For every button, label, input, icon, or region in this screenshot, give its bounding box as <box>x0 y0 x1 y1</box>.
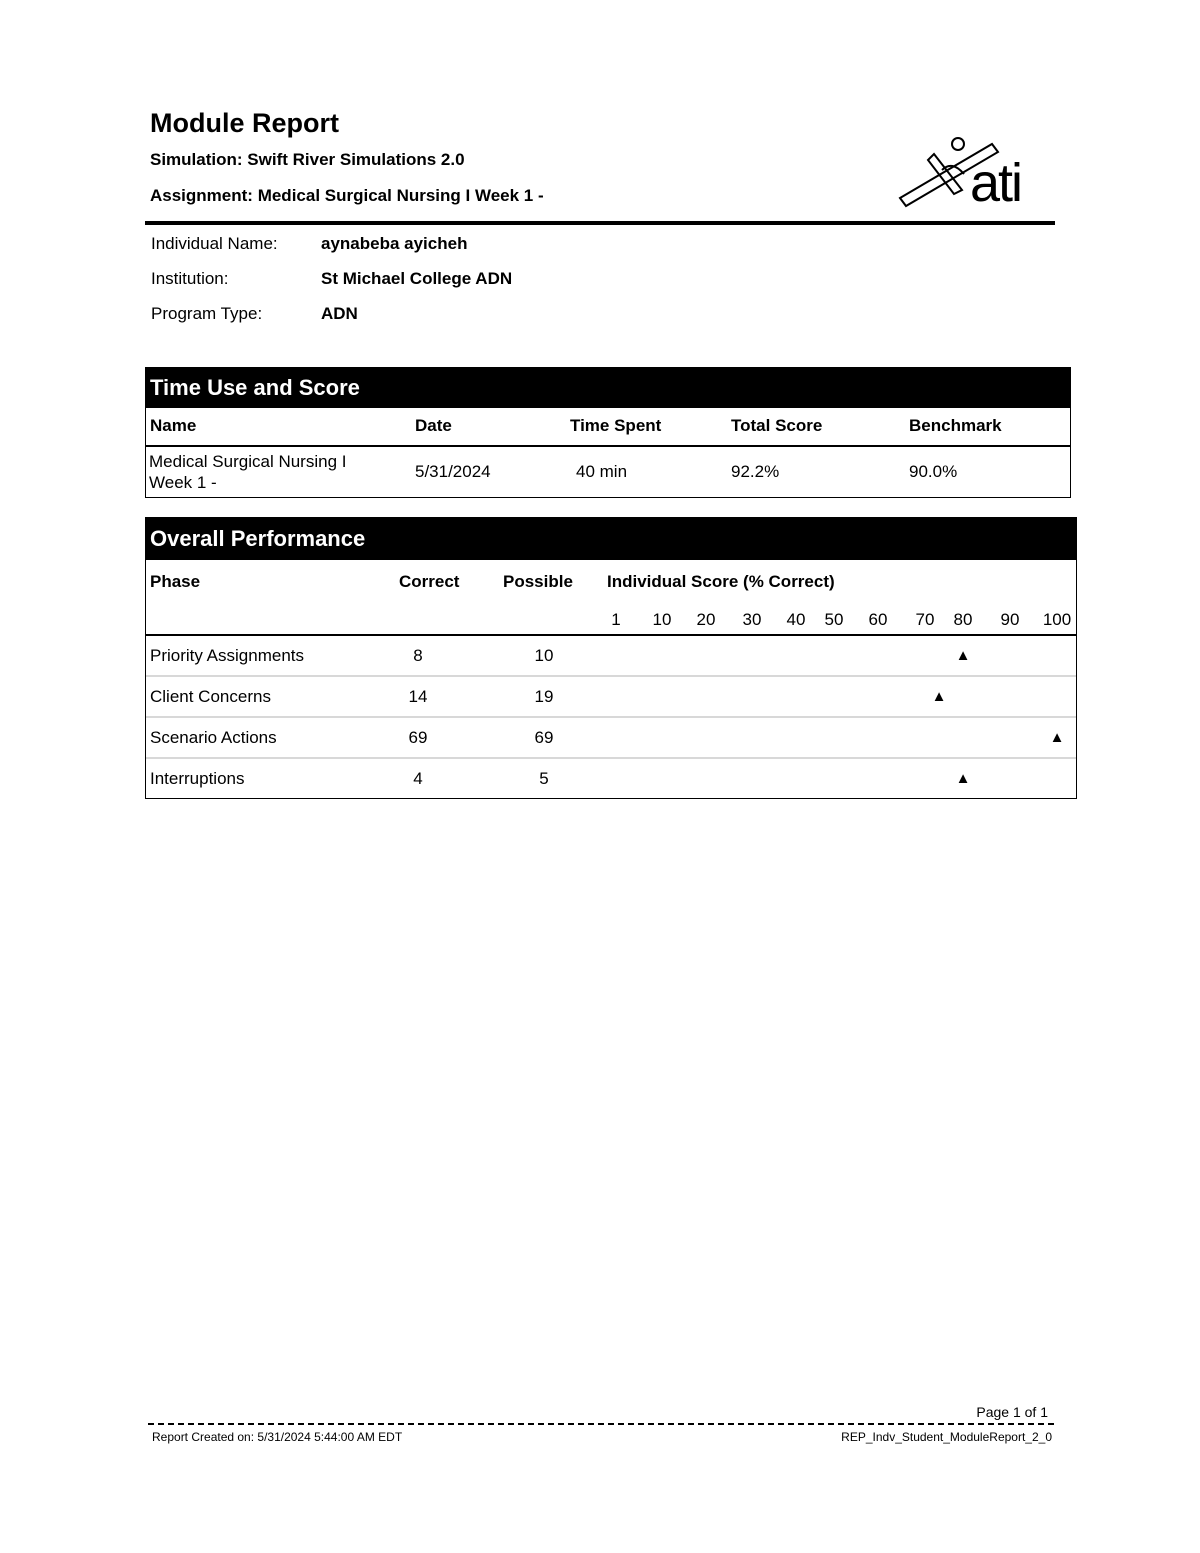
time-row-name-line1: Medical Surgical Nursing I <box>149 452 347 471</box>
possible-count: 10 <box>534 646 554 665</box>
performance-section-title: Overall Performance <box>146 518 1076 560</box>
header-divider <box>145 221 1055 225</box>
column-header-possible: Possible <box>503 572 573 591</box>
time-row-total-score: 92.2% <box>731 462 780 481</box>
simulation-value: Swift River Simulations 2.0 <box>247 150 465 169</box>
institution-value: St Michael College ADN <box>321 269 513 288</box>
scale-tick: 1 <box>611 610 621 629</box>
simulation-line <box>150 150 465 170</box>
phase-name: Priority Assignments <box>150 646 304 665</box>
time-use-table <box>145 367 1071 498</box>
score-marker-icon: ▲ <box>955 770 971 787</box>
scale-tick: 90 <box>1000 610 1020 629</box>
scale-tick: 100 <box>1042 610 1072 629</box>
time-row-name-line2: Week 1 - <box>149 473 217 492</box>
row-divider <box>146 757 1076 759</box>
report-title: Module Report <box>150 108 339 138</box>
assignment-value: Medical Surgical Nursing I Week 1 - <box>257 186 544 205</box>
scale-tick: 70 <box>915 610 935 629</box>
time-row-time-spent: 40 min <box>576 462 628 481</box>
column-header-time-spent: Time Spent <box>570 416 662 435</box>
time-row-benchmark: 90.0% <box>909 462 958 481</box>
time-use-section-title: Time Use and Score <box>146 368 1070 408</box>
column-header-individual-score: Individual Score (% Correct) <box>607 572 835 591</box>
report-code: REP_Indv_Student_ModuleReport_2_0 <box>841 1430 1052 1444</box>
column-header-correct: Correct <box>399 572 460 591</box>
scale-tick: 10 <box>652 610 672 629</box>
simulation-label: Simulation: <box>150 150 248 169</box>
assignment-line <box>150 186 544 206</box>
row-divider <box>146 716 1076 718</box>
column-header-benchmark: Benchmark <box>909 416 1002 435</box>
phase-name: Client Concerns <box>150 687 271 706</box>
correct-count: 8 <box>413 646 423 665</box>
scale-tick: 40 <box>786 610 806 629</box>
row-divider <box>146 675 1076 677</box>
program-type-label: Program Type: <box>151 304 263 323</box>
phase-name: Interruptions <box>150 769 245 788</box>
report-created-timestamp: Report Created on: 5/31/2024 5:44:00 AM EDT <box>152 1430 403 1444</box>
institution-label: Institution: <box>151 269 229 288</box>
scale-tick: 80 <box>953 610 973 629</box>
scale-tick: 60 <box>868 610 888 629</box>
logo-text: ati <box>970 153 1022 213</box>
column-header-name: Name <box>150 416 197 435</box>
possible-count: 5 <box>539 769 549 788</box>
possible-count: 19 <box>534 687 554 706</box>
scale-tick: 20 <box>696 610 716 629</box>
table-header-divider <box>146 445 1070 447</box>
footer-divider <box>148 1423 1054 1425</box>
possible-count: 69 <box>534 728 554 747</box>
column-header-total-score: Total Score <box>731 416 823 435</box>
correct-count: 14 <box>408 687 428 706</box>
time-row-name <box>149 451 346 493</box>
program-type-value: ADN <box>321 304 358 323</box>
score-marker-icon: ▲ <box>955 647 971 664</box>
correct-count: 69 <box>408 728 428 747</box>
score-marker-icon: ▲ <box>931 688 947 705</box>
individual-name-label: Individual Name: <box>151 234 278 253</box>
column-header-date: Date <box>415 416 452 435</box>
column-header-phase: Phase <box>150 572 201 591</box>
correct-count: 4 <box>413 769 423 788</box>
assignment-label: Assignment: <box>150 186 258 205</box>
score-marker-icon: ▲ <box>1049 729 1065 746</box>
ati-logo <box>892 130 1042 220</box>
individual-name-value: aynabeba ayicheh <box>321 234 468 253</box>
overall-performance-table <box>145 517 1077 799</box>
scale-tick: 50 <box>824 610 844 629</box>
time-row-date: 5/31/2024 <box>415 462 491 481</box>
performance-header-divider <box>146 634 1076 636</box>
scale-tick: 30 <box>742 610 762 629</box>
phase-name: Scenario Actions <box>150 728 277 747</box>
page-number: Page 1 of 1 <box>976 1404 1048 1420</box>
